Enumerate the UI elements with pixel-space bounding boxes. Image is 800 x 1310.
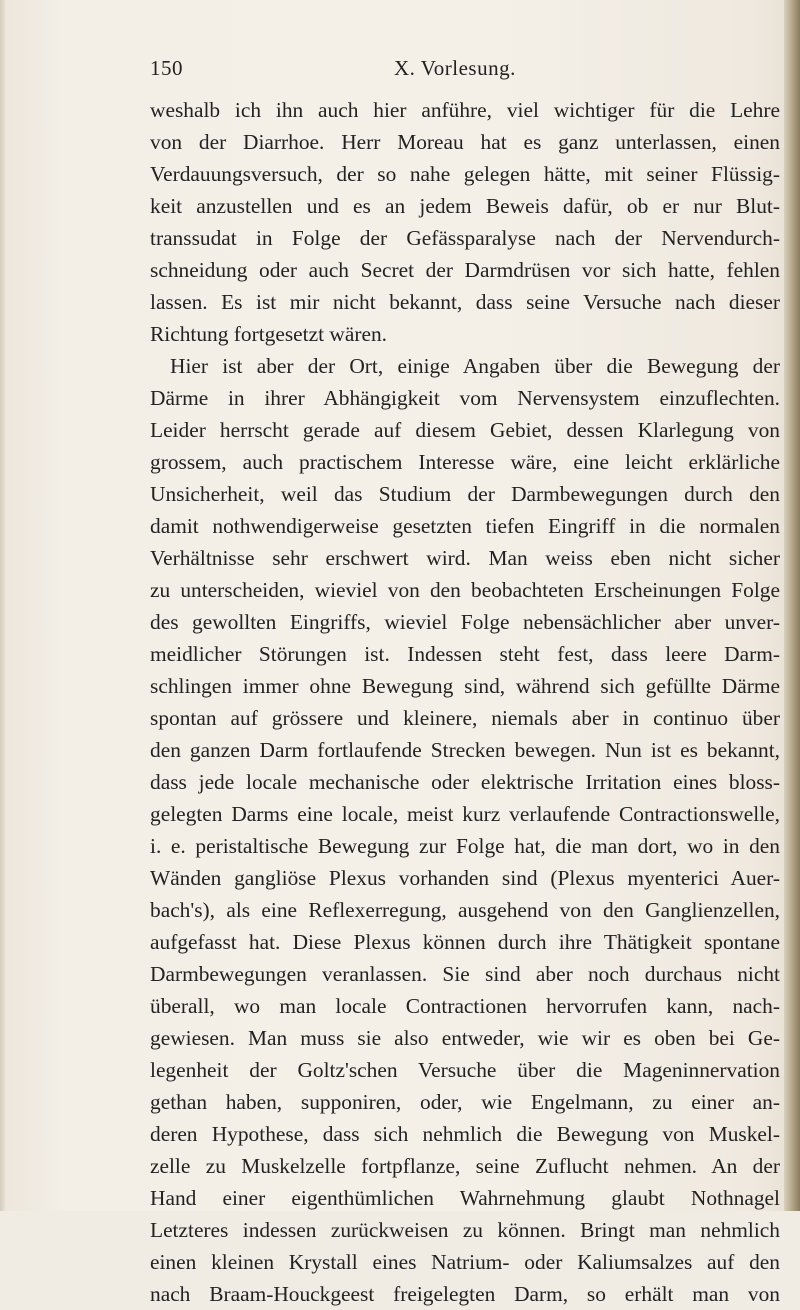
text-line: des gewollten Eingriffs, wieviel Folge nebensächlicher aber unver- xyxy=(150,610,780,634)
body-text xyxy=(150,94,780,1310)
text-line: Letzteres indessen zurückweisen zu können. Bringt man nehmlich xyxy=(150,1218,780,1242)
text-line: Leider herrscht gerade auf diesem Gebiet, dessen Klarlegung von xyxy=(150,418,780,442)
text-line: damit nothwendigerweise gesetzten tiefen Eingriff in die normalen xyxy=(150,514,780,538)
text-line: gethan haben, supponiren, oder, wie Engelmann, zu einer an- xyxy=(150,1090,780,1114)
text-line: Verhältnisse sehr erschwert wird. Man weiss eben nicht sicher xyxy=(150,546,780,570)
page-right-edge xyxy=(784,0,800,1211)
text-line: gewiesen. Man muss sie also entweder, wie wir es oben bei Ge- xyxy=(150,1026,780,1050)
text-line: Hand einer eigenthümlichen Wahrnehmung glaubt Nothnagel xyxy=(150,1186,780,1210)
text-line: legenheit der Goltz'schen Versuche über die Mageninnervation xyxy=(150,1058,780,1082)
chapter-title: X. Vorlesung. xyxy=(394,56,516,80)
text-line: schlingen immer ohne Bewegung sind, während sich gefüllte Därme xyxy=(150,674,780,698)
running-head xyxy=(150,56,780,84)
text-line: gelegten Darms eine locale, meist kurz verlaufende Contractionswelle, xyxy=(150,802,780,826)
text-line: spontan auf grössere und kleinere, niemals aber in continuo über xyxy=(150,706,780,730)
text-line: Verdauungsversuch, der so nahe gelegen hätte, mit seiner Flüssig- xyxy=(150,162,780,186)
text-line: Unsicherheit, weil das Studium der Darmbewegungen durch den xyxy=(150,482,780,506)
page-left-edge xyxy=(0,0,6,1211)
text-line: i. e. peristaltische Bewegung zur Folge hat, die man dort, wo in den xyxy=(150,834,780,858)
text-line: aufgefasst hat. Diese Plexus können durch ihre Thätigkeit spontane xyxy=(150,930,780,954)
page-number: 150 xyxy=(150,56,183,80)
text-line: Richtung fortgesetzt wären. xyxy=(150,322,387,346)
text-line: Därme in ihrer Abhängigkeit vom Nervensystem einzuflechten. xyxy=(150,386,780,410)
text-line: meidlicher Störungen ist. Indessen steht fest, dass leere Darm- xyxy=(150,642,780,666)
text-line: zelle zu Muskelzelle fortpflanze, seine Zuflucht nehmen. An der xyxy=(150,1154,780,1178)
text-line: den ganzen Darm fortlaufende Strecken bewegen. Nun ist es bekannt, xyxy=(150,738,780,762)
text-line: grossem, auch practischem Interesse wäre, eine leicht erklärliche xyxy=(150,450,780,474)
text-line: dass jede locale mechanische oder elektrische Irritation eines bloss- xyxy=(150,770,780,794)
text-line: bach's), als eine Reflexerregung, ausgehend von den Ganglienzellen, xyxy=(150,898,780,922)
text-line: nach Braam-Houckgeest freigelegten Darm, so erhält man von xyxy=(150,1282,780,1306)
paragraph-start-line: Hier ist aber der Ort, einige Angaben über die Bewegung der xyxy=(170,354,780,378)
text-line: überall, wo man locale Contractionen hervorrufen kann, nach- xyxy=(150,994,780,1018)
text-line: keit anzustellen und es an jedem Beweis dafür, ob er nur Blut- xyxy=(150,194,780,218)
text-line: lassen. Es ist mir nicht bekannt, dass seine Versuche nach dieser xyxy=(150,290,780,314)
text-line: weshalb ich ihn auch hier anführe, viel wichtiger für die Lehre xyxy=(150,98,780,122)
text-line: zu unterscheiden, wieviel von den beobachteten Erscheinungen Folge xyxy=(150,578,780,602)
text-line: von der Diarrhoe. Herr Moreau hat es ganz unterlassen, einen xyxy=(150,130,780,154)
text-line: transsudat in Folge der Gefässparalyse nach der Nervendurch- xyxy=(150,226,780,250)
text-line: schneidung oder auch Secret der Darmdrüsen vor sich hatte, fehlen xyxy=(150,258,780,282)
text-line: deren Hypothese, dass sich nehmlich die Bewegung von Muskel- xyxy=(150,1122,780,1146)
text-line: einen kleinen Krystall eines Natrium- oder Kaliumsalzes auf den xyxy=(150,1250,780,1274)
text-line: Wänden gangliöse Plexus vorhanden sind (Plexus myenterici Auer- xyxy=(150,866,780,890)
text-line: Darmbewegungen veranlassen. Sie sind aber noch durchaus nicht xyxy=(150,962,780,986)
